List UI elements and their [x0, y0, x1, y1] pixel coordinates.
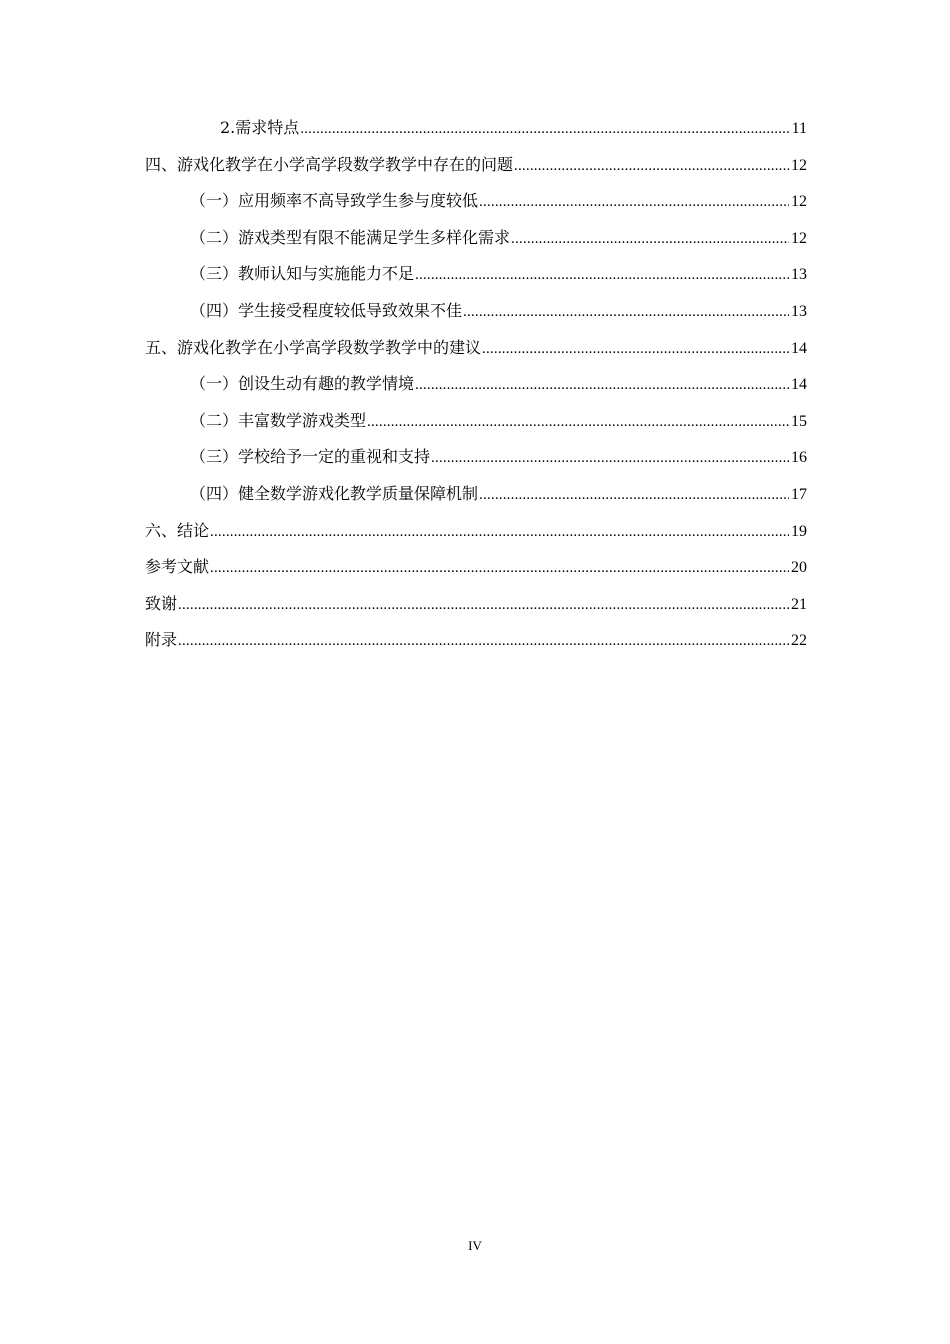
toc-leader-dots — [431, 440, 789, 477]
table-of-contents — [145, 110, 807, 659]
toc-entry[interactable] — [145, 220, 807, 257]
toc-entry[interactable] — [145, 183, 807, 220]
toc-entry[interactable] — [145, 476, 807, 513]
toc-entry-number: 六、 — [145, 520, 178, 540]
toc-leader-dots — [415, 367, 789, 404]
toc-entry-title: 需求特点 — [235, 118, 300, 137]
toc-entry-title: 游戏化教学在小学高学段数学教学中的建议 — [177, 337, 482, 357]
toc-entry-number: （二） — [190, 410, 239, 430]
toc-entry-title: 附录 — [145, 630, 178, 650]
toc-entry-number: （三） — [190, 447, 239, 467]
toc-entry-title: 应用频率不高导致学生参与度较低 — [238, 191, 479, 211]
toc-entry-page: 13 — [791, 266, 807, 284]
toc-entry[interactable] — [145, 366, 807, 403]
toc-entry-number: （二） — [190, 227, 239, 247]
toc-leader-dots — [210, 550, 789, 587]
toc-entry-page: 11 — [791, 120, 807, 137]
toc-entry-page: 17 — [791, 485, 807, 503]
toc-leader-dots — [511, 221, 789, 258]
toc-leader-dots — [178, 623, 789, 660]
toc-entry-page: 22 — [791, 632, 807, 650]
toc-leader-dots — [178, 587, 789, 624]
toc-leader-dots — [463, 294, 789, 331]
toc-entry-page: 14 — [791, 339, 807, 357]
toc-entry-title: 参考文献 — [145, 557, 210, 577]
toc-entry-page: 21 — [791, 595, 807, 613]
toc-entry-title: 游戏类型有限不能满足学生多样化需求 — [238, 227, 511, 247]
toc-entry[interactable] — [145, 513, 807, 550]
toc-entry[interactable] — [145, 330, 807, 367]
toc-entry[interactable] — [145, 549, 807, 586]
toc-entry-number: （四） — [190, 300, 239, 320]
toc-entry-title: 创设生动有趣的教学情境 — [238, 374, 415, 394]
toc-entry-page: 14 — [791, 376, 807, 394]
toc-leader-dots — [210, 514, 789, 551]
toc-entry-number: 五、 — [145, 337, 178, 357]
toc-entry-page: 19 — [791, 522, 807, 540]
toc-entry-number: 2. — [220, 118, 236, 137]
toc-entry-title: 学校给予一定的重视和支持 — [238, 447, 431, 467]
toc-entry-number: （一） — [190, 191, 239, 211]
toc-entry-number: 四、 — [145, 154, 178, 174]
toc-entry[interactable] — [145, 293, 807, 330]
toc-leader-dots — [479, 184, 789, 221]
toc-entry-title: 教师认知与实施能力不足 — [238, 264, 415, 284]
toc-entry-page: 12 — [791, 229, 807, 247]
toc-entry-title: 丰富数学游戏类型 — [238, 410, 367, 430]
toc-leader-dots — [367, 404, 789, 441]
toc-entry-page: 13 — [791, 302, 807, 320]
toc-entry-page: 15 — [791, 412, 807, 430]
toc-entry-page: 12 — [791, 156, 807, 174]
toc-entry-title: 学生接受程度较低导致效果不佳 — [238, 300, 463, 320]
toc-entry[interactable] — [145, 439, 807, 476]
toc-leader-dots — [415, 257, 789, 294]
toc-leader-dots — [300, 111, 789, 148]
toc-leader-dots — [479, 477, 789, 514]
toc-entry[interactable] — [145, 110, 807, 147]
toc-entry[interactable] — [145, 256, 807, 293]
toc-entry[interactable] — [145, 403, 807, 440]
toc-entry-title: 结论 — [177, 520, 210, 540]
toc-entry-title: 游戏化教学在小学高学段数学教学中存在的问题 — [177, 154, 514, 174]
toc-entry-page: 12 — [791, 193, 807, 211]
toc-leader-dots — [482, 331, 789, 368]
toc-entry[interactable] — [145, 586, 807, 623]
toc-entry-page: 20 — [791, 559, 807, 577]
toc-leader-dots — [514, 148, 789, 185]
toc-entry[interactable] — [145, 147, 807, 184]
toc-entry-number: （四） — [190, 483, 239, 503]
toc-entry-number: （一） — [190, 374, 239, 394]
toc-entry-title: 健全数学游戏化教学质量保障机制 — [238, 483, 479, 503]
toc-entry-title: 致谢 — [145, 593, 178, 613]
toc-entry[interactable] — [145, 622, 807, 659]
toc-entry-page: 16 — [791, 449, 807, 467]
page-number-footer: IV — [468, 1238, 482, 1253]
toc-entry-number: （三） — [190, 264, 239, 284]
